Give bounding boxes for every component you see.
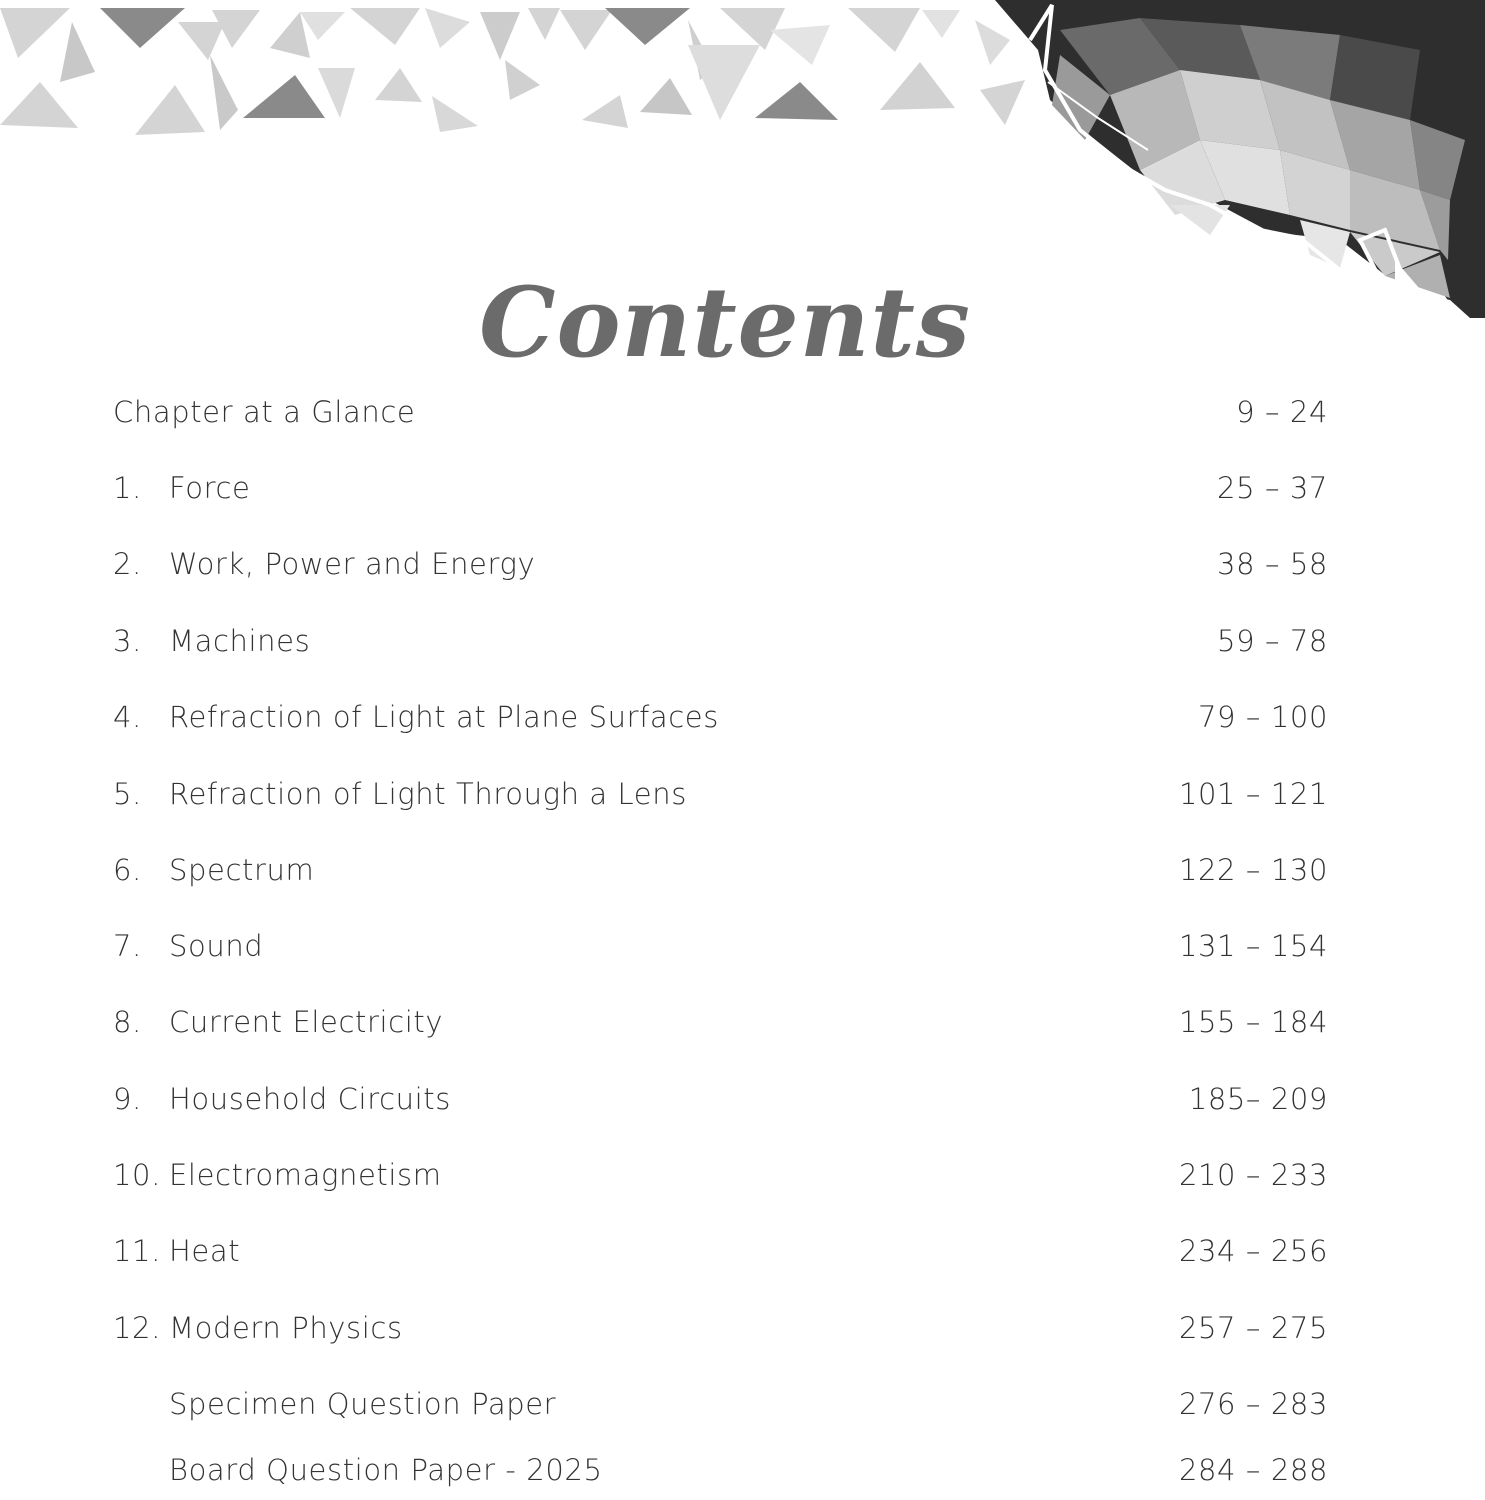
entry-number: 7. — [113, 929, 142, 963]
entry-number: 10. — [113, 1158, 161, 1192]
entry-pages: 79 – 100 — [1198, 700, 1328, 734]
entry-title: Refraction of Light Through a Lens — [169, 777, 687, 811]
entry-pages: 59 – 78 — [1217, 624, 1328, 658]
entry-pages: 155 – 184 — [1178, 1005, 1328, 1039]
toc-entry-household-circuits[interactable] — [113, 1074, 1328, 1124]
entry-title: Household Circuits — [169, 1082, 451, 1116]
entry-number: 8. — [113, 1005, 142, 1039]
entry-number: 11. — [113, 1234, 161, 1268]
toc-entry-modern-physics[interactable] — [113, 1303, 1328, 1353]
entry-number: 3. — [113, 624, 142, 658]
entry-title: Work, Power and Energy — [169, 547, 536, 581]
toc-entry-chapter-at-a-glance[interactable] — [113, 387, 1328, 437]
entry-number: 2. — [113, 547, 142, 581]
entry-pages: 257 – 275 — [1178, 1311, 1328, 1345]
entry-pages: 234 – 256 — [1178, 1234, 1328, 1268]
toc-entry-board-paper-2025[interactable] — [113, 1445, 1328, 1495]
entry-title: Specimen Question Paper — [169, 1387, 557, 1421]
entry-title: Sound — [169, 929, 264, 963]
entry-number: 5. — [113, 777, 142, 811]
toc-entry-current-electricity[interactable] — [113, 997, 1328, 1047]
entry-pages: 276 – 283 — [1178, 1387, 1328, 1421]
entry-pages: 101 – 121 — [1178, 777, 1328, 811]
entry-pages: 38 – 58 — [1217, 547, 1328, 581]
toc-entry-force[interactable] — [113, 463, 1328, 513]
entry-title: Refraction of Light at Plane Surfaces — [169, 700, 719, 734]
entry-title: Modern Physics — [169, 1311, 403, 1345]
entry-pages: 122 – 130 — [1178, 853, 1328, 887]
entry-title: Board Question Paper - 2025 — [169, 1453, 603, 1487]
entry-number: 1. — [113, 471, 142, 505]
entry-pages: 25 – 37 — [1217, 471, 1328, 505]
entry-title: Machines — [169, 624, 311, 658]
toc-entry-electromagnetism[interactable] — [113, 1150, 1328, 1200]
toc-entry-specimen-paper[interactable] — [113, 1379, 1328, 1429]
entry-title: Heat — [169, 1234, 241, 1268]
entry-pages: 9 – 24 — [1236, 395, 1328, 429]
entry-title: Chapter at a Glance — [113, 395, 416, 429]
entry-title: Current Electricity — [169, 1005, 444, 1039]
toc-entry-machines[interactable] — [113, 616, 1328, 666]
entry-pages: 210 – 233 — [1178, 1158, 1328, 1192]
entry-title: Spectrum — [169, 853, 315, 887]
entry-number: 6. — [113, 853, 142, 887]
toc-entry-heat[interactable] — [113, 1226, 1328, 1276]
toc-entry-refraction-plane-surfaces[interactable] — [113, 692, 1328, 742]
entry-number: 12. — [113, 1311, 161, 1345]
entry-pages: 131 – 154 — [1178, 929, 1328, 963]
toc-entry-spectrum[interactable] — [113, 845, 1328, 895]
entry-title: Electromagnetism — [169, 1158, 442, 1192]
entry-pages: 284 – 288 — [1178, 1453, 1328, 1487]
toc-entry-refraction-lens[interactable] — [113, 769, 1328, 819]
toc-entry-sound[interactable] — [113, 921, 1328, 971]
entry-number: 9. — [113, 1082, 142, 1116]
scattered-triangles — [0, 8, 1025, 135]
entry-number: 4. — [113, 700, 142, 734]
toc-entry-work-power-energy[interactable] — [113, 539, 1328, 589]
page-title: Contents — [479, 266, 971, 379]
entry-pages: 185– 209 — [1188, 1082, 1328, 1116]
entry-title: Force — [169, 471, 251, 505]
